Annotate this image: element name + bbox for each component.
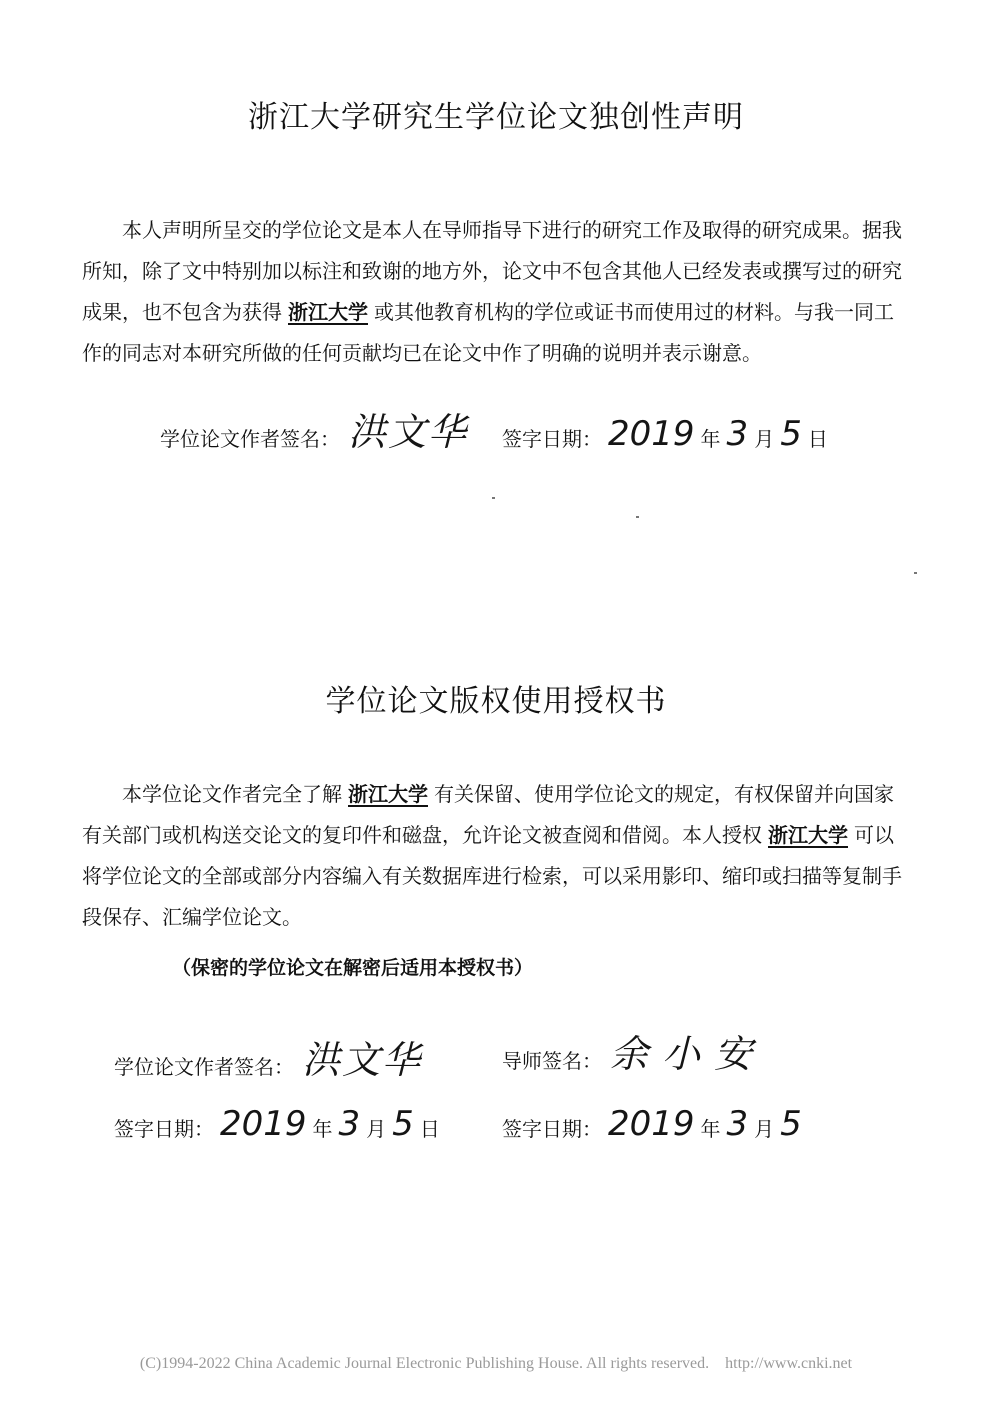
declaration-sign-label: 学位论文作者签名： [160,427,340,451]
declaration-signature-row [160,412,828,452]
declaration-date-day: 5 [780,414,802,454]
declaration-date-year: 2019 [608,414,695,454]
advisor-date-year: 2019 [608,1104,695,1144]
declaration-text-2: 或其他教育机构的学位或证书而使用过的材料。与我一同工作的同志对本研究所做的任何贡献均已在论文中作了明确的说明并表示谢意。 [82,300,894,365]
declaration-month-char: 月 [754,427,775,451]
declaration-author-signature: 洪文华 [348,410,469,454]
author-month-char: 月 [366,1117,387,1141]
author-date-row [114,1106,440,1142]
declaration-year-char: 年 [700,427,721,451]
author-year-char: 年 [312,1117,333,1141]
declaration-title: 浙江大学研究生学位论文独创性声明 [248,100,744,135]
advisor-sign-label: 导师签名： [502,1049,602,1073]
declaration-university: 浙江大学 [288,300,368,324]
authorization-text-2: 有关保留、使用学位论文的规定，有权保留并向国家有关部门或机构送交论文的复印件和磁盘，允许论文被查阅和借阅。本人授权 [82,782,894,847]
advisor-date-day: 5 [780,1104,802,1144]
footer [0,1355,992,1373]
declaration-date-label: 签字日期： [502,427,603,451]
footer-url: http://www.cnki.net [725,1355,853,1372]
advisor-signature: 余小安 [610,1032,767,1076]
author-sign-label: 学位论文作者签名： [114,1055,294,1079]
confidential-note: （保密的学位论文在解密后适用本授权书） [172,957,534,979]
author-day-char: 日 [419,1117,440,1141]
declaration-text-1: 本人声明所呈交的学位论文是本人在导师指导下进行的研究工作及取得的研究成果。据我所知，除了文中特别加以标注和致谢的地方外，论文中不包含其他人已经发表或撰写过的研究成果，也不包含为获得 [82,218,902,324]
author-date-month: 3 [338,1104,361,1144]
advisor-year-char: 年 [700,1117,721,1141]
advisor-signature-row [502,1034,774,1074]
advisor-date-month: 3 [726,1104,749,1144]
advisor-date-label: 签字日期： [502,1117,602,1141]
author-date-day: 5 [392,1104,414,1144]
authorization-text-1: 本学位论文作者完全了解 [122,782,342,806]
author-date-year: 2019 [220,1104,307,1144]
authorization-paragraph [82,774,912,938]
authorization-university-2: 浙江大学 [768,823,848,847]
advisor-date-row [502,1106,808,1142]
authorization-text-3: 可以将学位论文的全部或部分内容编入有关数据库进行检索，可以采用影印、缩印或扫描等复制手段保存、汇编学位论文。 [82,823,902,929]
footer-copyright: (C)1994-2022 China Academic Journal Electronic Publishing House. All rights reserved. [139,1355,710,1372]
author-date-label: 签字日期： [114,1117,214,1141]
scan-speck [636,516,639,518]
declaration-date-month: 3 [726,414,749,454]
scan-speck [914,572,917,574]
author-signature-row [114,1040,430,1080]
scan-speck [492,497,495,499]
declaration-paragraph [82,210,912,374]
declaration-day-char: 日 [807,427,828,451]
author-signature: 洪文华 [302,1038,423,1082]
authorization-title: 学位论文版权使用授权书 [325,684,667,719]
advisor-month-char: 月 [754,1117,775,1141]
authorization-university-1: 浙江大学 [348,782,428,806]
